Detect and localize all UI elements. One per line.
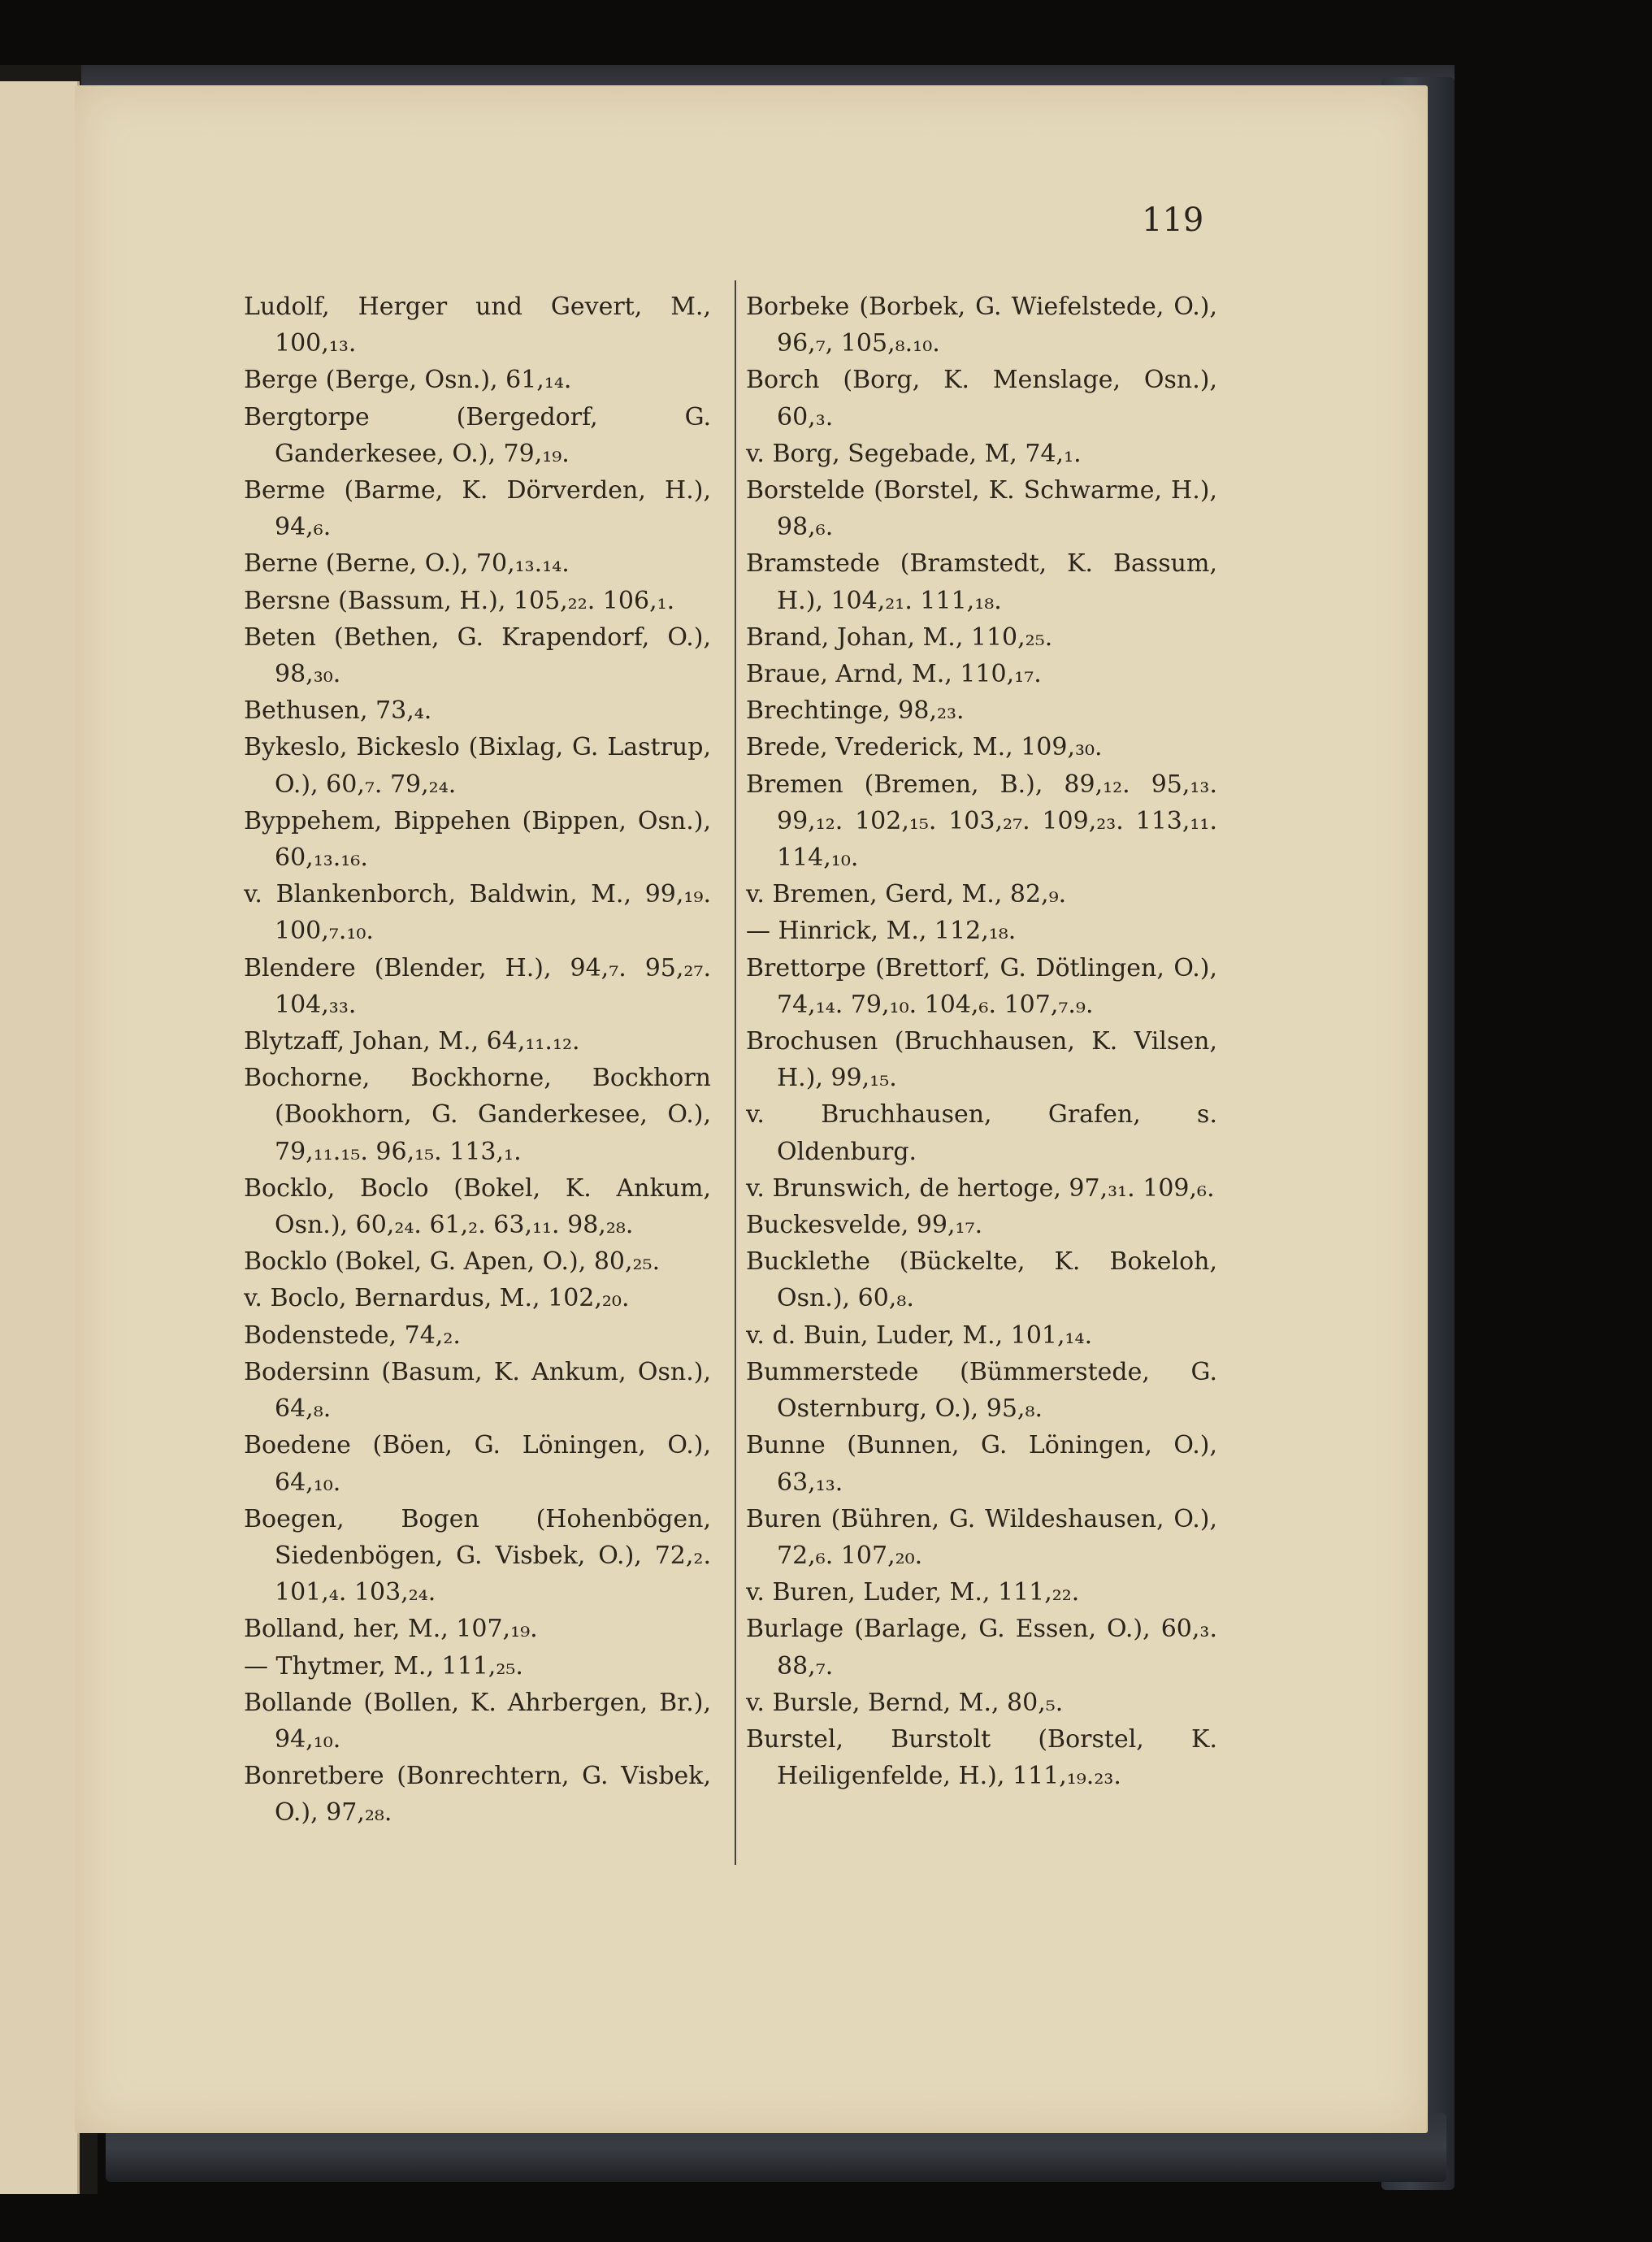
index-entry: Bollande (Bollen, K. Ahrbergen, Br.), 94,₁₀. bbox=[244, 1688, 711, 1754]
index-entry: Ludolf, Herger und Gevert, M., 100,₁₃. bbox=[244, 293, 711, 358]
index-entry: Bodenstede, 74,₂. bbox=[244, 1320, 461, 1350]
index-entry: Beten (Bethen, G. Krapendorf, O.), 98,₃₀. bbox=[244, 622, 711, 689]
index-entry: v. Borg, Segebade, M, 74,₁. bbox=[746, 439, 1082, 468]
index-entry: Brochusen (Bruchhausen, K. Vilsen, H.), 99,₁₅. bbox=[746, 1027, 1217, 1093]
index-entry: Bonretbere (Bonrechtern, G. Visbek, O.), 97,₂₈. bbox=[244, 1762, 711, 1828]
index-entry: v. d. Buin, Luder, M., 101,₁₄. bbox=[746, 1320, 1093, 1350]
index-entry: Bolland, her, M., 107,₁₉. bbox=[244, 1615, 538, 1644]
index-entry: v. Bruchhausen, Grafen, s. Oldenburg. bbox=[746, 1100, 1217, 1166]
index-entry: v. Boclo, Bernardus, M., 102,₂₀. bbox=[244, 1284, 630, 1313]
page-number: 119 bbox=[1142, 202, 1204, 239]
index-entry: Burlage (Barlage, G. Essen, O.), 60,₃. 88,₇. bbox=[746, 1615, 1217, 1680]
index-entry: Brettorpe (Brettorf, G. Dötlingen, O.), 74,₁₄. 79,₁₀. 104,₆. 107,₇.₉. bbox=[746, 953, 1217, 1019]
index-entry: Bremen (Bremen, B.), 89,₁₂. 95,₁₃. 99,₁₂. 102,₁₅. 103,₂₇. 109,₂₃. 113,₁₁. 114,₁₀. bbox=[746, 770, 1217, 873]
index-entry: Braue, Arnd, M., 110,₁₇. bbox=[746, 660, 1042, 689]
index-entry: Blendere (Blender, H.), 94,₇. 95,₂₇. 104,₃₃. bbox=[244, 953, 711, 1019]
index-entry: Bunne (Bunnen, G. Löningen, O.), 63,₁₃. bbox=[746, 1431, 1217, 1497]
index-entry: Bramstede (Bramstedt, K. Bassum, H.), 104,₂₁. 111,₁₈. bbox=[746, 549, 1217, 615]
index-entry: Bodersinn (Basum, K. Ankum, Osn.), 64,₈. bbox=[244, 1357, 711, 1424]
index-entry: Bochorne, Bockhorne, Bockhorn (Bookhorn, G. Ganderkesee, O.), 79,₁₁.₁₅. 96,₁₅. 113,₁. bbox=[244, 1064, 711, 1166]
index-entry: Brand, Johan, M., 110,₂₅. bbox=[746, 622, 1053, 652]
index-entry: Byppehem, Bippehen (Bippen, Osn.), 60,₁₃.₁₆. bbox=[244, 806, 711, 873]
index-entry: Bocklo (Bokel, G. Apen, O.), 80,₂₅. bbox=[244, 1247, 661, 1277]
index-entry: v. Buren, Luder, M., 111,₂₂. bbox=[746, 1578, 1080, 1607]
index-entry: Burstel, Burstolt (Borstel, K. Heiligenfelde, H.), 111,₁₉.₂₃. bbox=[746, 1724, 1217, 1791]
column-divider bbox=[735, 280, 736, 1865]
index-entry: Borch (Borg, K. Menslage, Osn.), 60,₃. bbox=[746, 366, 1217, 431]
index-entry: Bergtorpe (Bergedorf, G. Ganderkesee, O.), 79,₁₉. bbox=[244, 402, 711, 468]
index-entry: Boegen, Bogen (Hohenbögen, Siedenbögen, G. Visbek, O.), 72,₂. 101,₄. 103,₂₄. bbox=[244, 1504, 711, 1607]
left-page-edge bbox=[0, 81, 80, 2194]
index-entry: Buckesvelde, 99,₁₇. bbox=[746, 1211, 983, 1240]
index-entry: Berne (Berne, O.), 70,₁₃.₁₄. bbox=[244, 549, 570, 579]
index-entry: Berme (Barme, K. Dörverden, H.), 94,₆. bbox=[244, 476, 711, 542]
index-entry: Borbeke (Borbek, G. Wiefelstede, O.), 96,₇, 105,₈.₁₀. bbox=[746, 293, 1217, 358]
index-entry: Bersne (Bassum, H.), 105,₂₂. 106,₁. bbox=[244, 586, 675, 615]
index-entry: Bykeslo, Bickeslo (Bixlag, G. Lastrup, O.), 60,₇. 79,₂₄. bbox=[244, 733, 711, 799]
index-entry: Brechtinge, 98,₂₃. bbox=[746, 696, 965, 726]
index-entry: Berge (Berge, Osn.), 61,₁₄. bbox=[244, 366, 572, 395]
index-entry: Boedene (Böen, G. Löningen, O.), 64,₁₀. bbox=[244, 1431, 711, 1497]
index-entry: v. Blankenborch, Baldwin, M., 99,₁₉. 100,₇.₁₀. bbox=[244, 880, 711, 946]
index-entry: Borstelde (Borstel, K. Schwarme, H.), 98,₆. bbox=[746, 476, 1217, 542]
index-entry: Bocklo, Boclo (Bokel, K. Ankum, Osn.), 60,₂₄. 61,₂. 63,₁₁. 98,₂₈. bbox=[244, 1173, 711, 1240]
index-column-right bbox=[746, 288, 1217, 1794]
index-entry: Bethusen, 73,₄. bbox=[244, 696, 432, 726]
index-entry: Blytzaff, Johan, M., 64,₁₁.₁₂. bbox=[244, 1027, 580, 1056]
index-column-left bbox=[244, 288, 711, 1832]
index-entry: v. Bursle, Bernd, M., 80,₅. bbox=[746, 1688, 1064, 1717]
index-entry: — Thytmer, M., 111,₂₅. bbox=[244, 1651, 523, 1680]
index-entry: Brede, Vrederick, M., 109,₃₀. bbox=[746, 733, 1103, 762]
index-entry: Buren (Bühren, G. Wildeshausen, O.), 72,₆. 107,₂₀. bbox=[746, 1504, 1217, 1570]
index-entry: Bucklethe (Bückelte, K. Bokeloh, Osn.), 60,₈. bbox=[746, 1247, 1217, 1313]
index-entry: Bummerstede (Bümmerstede, G. Osternburg, O.), 95,₈. bbox=[746, 1357, 1217, 1424]
index-entry: — Hinrick, M., 112,₁₈. bbox=[746, 917, 1017, 946]
index-entry: v. Bremen, Gerd, M., 82,₉. bbox=[746, 880, 1067, 909]
index-entry: v. Brunswich, de hertoge, 97,₃₁. 109,₆. bbox=[746, 1173, 1215, 1203]
